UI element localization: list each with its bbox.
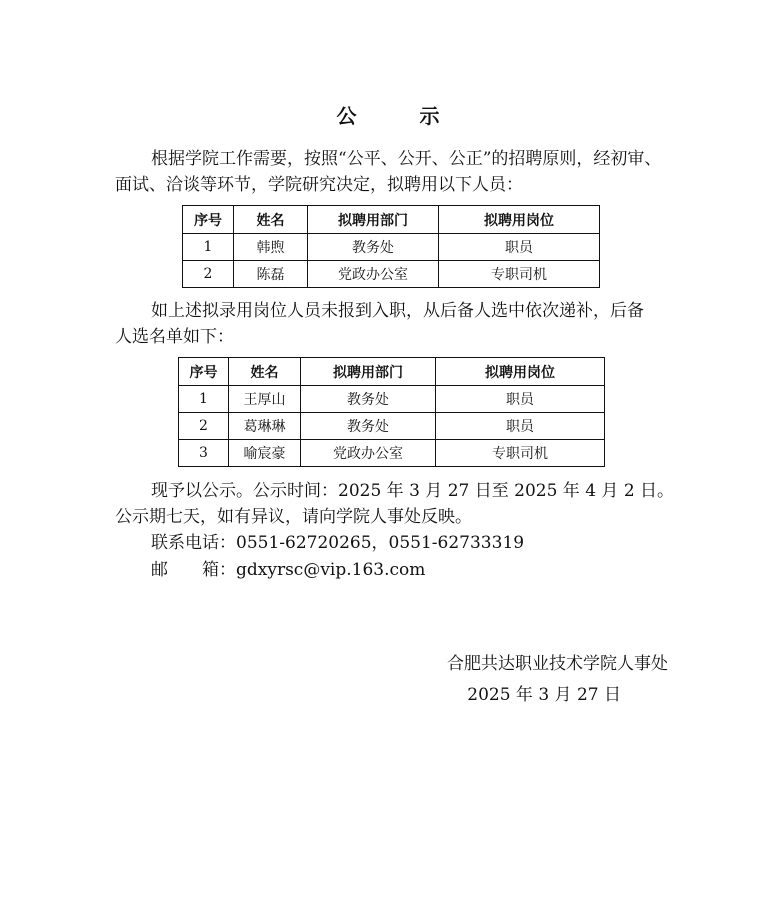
cell-name: 陈磊 — [234, 261, 308, 288]
cell-position: 职员 — [436, 413, 605, 440]
cell-name: 喻宸豪 — [229, 440, 301, 467]
hire-table — [182, 205, 600, 288]
table-row — [183, 234, 600, 261]
page-title: 公 示 — [336, 104, 468, 128]
cell-index: 1 — [183, 234, 234, 261]
signature-org: 合肥共达职业技术学院人事处 — [447, 654, 668, 674]
col-header-position: 拟聘用岗位 — [436, 358, 605, 386]
col-header-department: 拟聘用部门 — [301, 358, 436, 386]
backup-table — [178, 357, 605, 467]
email-label: 邮 箱： — [151, 560, 236, 580]
table-row — [179, 386, 605, 413]
contact-email-line — [151, 557, 425, 583]
col-header-department: 拟聘用部门 — [308, 206, 439, 234]
cell-position: 专职司机 — [439, 261, 600, 288]
col-header-name: 姓名 — [229, 358, 301, 386]
cell-department: 教务处 — [308, 234, 439, 261]
cell-index: 2 — [179, 413, 229, 440]
backup-note-paragraph: 如上述拟录用岗位人员未报到入职，从后备人选中依次递补，后备人选名单如下： — [115, 301, 644, 347]
col-header-name: 姓名 — [234, 206, 308, 234]
cell-name: 葛琳琳 — [229, 413, 301, 440]
cell-index: 1 — [179, 386, 229, 413]
intro-paragraph: 根据学院工作需要，按照“公平、公开、公正”的招聘原则，经初审、面试、洽谈等环节，学院研究决定，拟聘用以下人员： — [115, 149, 662, 195]
col-header-index: 序号 — [179, 358, 229, 386]
email-value: gdxyrsc@vip.163.com — [236, 560, 426, 580]
cell-position: 专职司机 — [436, 440, 605, 467]
table-row — [179, 413, 605, 440]
cell-department: 党政办公室 — [301, 440, 436, 467]
cell-position: 职员 — [439, 234, 600, 261]
cell-index: 2 — [183, 261, 234, 288]
phone-value: 0551-62720265，0551-62733319 — [236, 533, 525, 553]
table-row — [183, 261, 600, 288]
col-header-index: 序号 — [183, 206, 234, 234]
cell-name: 王厚山 — [229, 386, 301, 413]
cell-department: 教务处 — [301, 413, 436, 440]
table-header-row — [183, 206, 600, 234]
phone-label: 联系电话： — [151, 533, 236, 553]
cell-index: 3 — [179, 440, 229, 467]
contact-phone-line — [151, 530, 524, 556]
table-row — [179, 440, 605, 467]
notice-period-paragraph: 现予以公示。公示时间：2025 年 3 月 27 日至 2025 年 4 月 2 日。公示期七天，如有异议，请向学院人事处反映。 — [115, 481, 675, 527]
table-header-row — [179, 358, 605, 386]
cell-department: 党政办公室 — [308, 261, 439, 288]
cell-department: 教务处 — [301, 386, 436, 413]
cell-position: 职员 — [436, 386, 605, 413]
signature-date: 2025 年 3 月 27 日 — [467, 685, 621, 705]
col-header-position: 拟聘用岗位 — [439, 206, 600, 234]
cell-name: 韩煦 — [234, 234, 308, 261]
